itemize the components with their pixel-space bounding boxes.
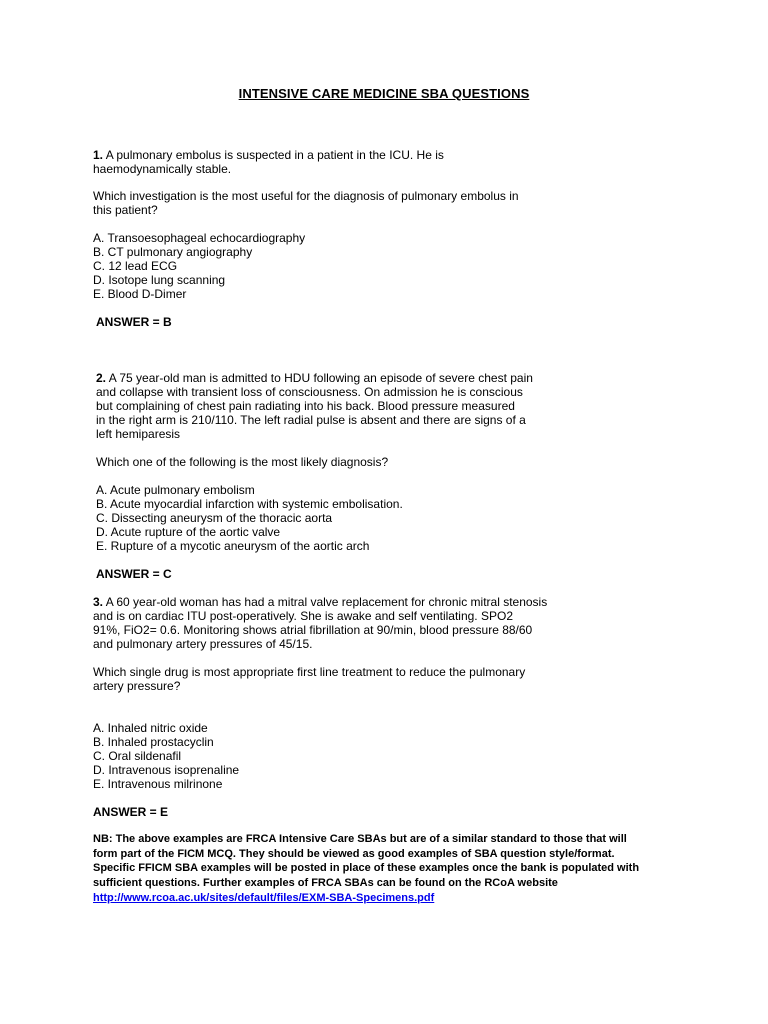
question-2-stem-line: in the right arm is 210/110. The left radial pulse is absent and there are signs of a — [96, 413, 526, 427]
option-c: C. Oral sildenafil — [93, 749, 182, 763]
option-d: D. Isotope lung scanning — [93, 273, 226, 287]
question-1-stem-line: haemodynamically stable. — [93, 162, 232, 176]
question-1-prompt — [93, 189, 519, 217]
question-3 — [93, 595, 547, 651]
question-2-prompt — [96, 455, 388, 469]
note-line: form part of the FICM MCQ. They should be viewed as good examples of SBA question style/format. — [93, 847, 615, 860]
question-2-stem-line: and collapse with transient loss of consciousness. On admission he is conscious — [96, 385, 523, 399]
option-a: A. Inhaled nitric oxide — [93, 721, 208, 735]
option-b: B. CT pulmonary angiography — [93, 245, 253, 259]
note-line: NB: The above examples are FRCA Intensive Care SBAs but are of a similar standard to those that will — [93, 833, 627, 845]
question-2-stem-line: left hemiparesis — [96, 427, 181, 441]
note-paragraph — [93, 832, 639, 890]
question-3-prompt — [93, 665, 525, 693]
link-row — [93, 890, 434, 905]
option-a: A. Transoesophageal echocardiography — [93, 231, 306, 245]
option-e: E. Blood D-Dimer — [93, 287, 187, 301]
question-1-answer: ANSWER = B — [96, 315, 172, 329]
question-3-answer: ANSWER = E — [93, 805, 169, 819]
question-3-options — [93, 721, 239, 791]
option-d: D. Acute rupture of the aortic valve — [96, 525, 281, 539]
question-2-stem-line: but complaining of chest pain radiating into his back. Blood pressure measured — [96, 399, 515, 413]
rcoa-specimens-link[interactable]: http://www.rcoa.ac.uk/sites/default/files/EXM-SBA-Specimens.pdf — [93, 892, 435, 904]
note-line: sufficient questions. Further examples of FRCA SBAs can be found on the RCoA website — [93, 876, 558, 889]
question-2-prompt-line: Which one of the following is the most likely diagnosis? — [96, 455, 389, 469]
question-3-stem-line: 91%, FiO2= 0.6. Monitoring shows atrial fibrillation at 90/min, blood pressure 88/60 — [93, 623, 533, 637]
question-1 — [93, 148, 444, 176]
question-3-stem-line: and is on cardiac ITU post-operatively. She is awake and self ventilating. SPO2 — [93, 609, 513, 623]
question-1-stem-line: 1. A pulmonary embolus is suspected in a patient in the ICU. He is — [93, 148, 444, 162]
question-3-stem-line: and pulmonary artery pressures of 45/15. — [93, 637, 313, 651]
question-2-answer: ANSWER = C — [96, 567, 172, 581]
page-title: INTENSIVE CARE MEDICINE SBA QUESTIONS — [238, 86, 530, 101]
question-3-number: 3. — [93, 595, 104, 609]
question-3-stem-line: 3. A 60 year-old woman has had a mitral valve replacement for chronic mitral stenosis — [93, 595, 548, 609]
question-1-prompt-line: Which investigation is the most useful for the diagnosis of pulmonary embolus in — [93, 189, 519, 203]
note-line: Specific FFICM SBA examples will be posted in place of these examples once the bank is populated with — [93, 862, 640, 874]
option-c: C. 12 lead ECG — [93, 259, 178, 273]
question-1-number: 1. — [93, 148, 104, 162]
option-e: E. Rupture of a mycotic aneurysm of the aortic arch — [96, 539, 370, 553]
option-d: D. Intravenous isoprenaline — [93, 763, 240, 777]
question-2-number: 2. — [96, 371, 107, 385]
question-2-stem-line: 2. A 75 year-old man is admitted to HDU following an episode of severe chest pain — [96, 371, 533, 385]
option-b: B. Inhaled prostacyclin — [93, 735, 214, 749]
question-3-prompt-line: Which single drug is most appropriate first line treatment to reduce the pulmonary — [93, 665, 526, 679]
question-2 — [96, 371, 533, 441]
option-a: A. Acute pulmonary embolism — [96, 483, 255, 497]
question-3-prompt-line: artery pressure? — [93, 679, 181, 693]
question-1-prompt-line: this patient? — [93, 203, 158, 217]
question-2-options — [96, 483, 403, 553]
option-c: C. Dissecting aneurysm of the thoracic aorta — [96, 511, 333, 525]
option-b: B. Acute myocardial infarction with systemic embolisation. — [96, 497, 403, 511]
option-e: E. Intravenous milrinone — [93, 777, 223, 791]
question-1-options — [93, 231, 305, 301]
